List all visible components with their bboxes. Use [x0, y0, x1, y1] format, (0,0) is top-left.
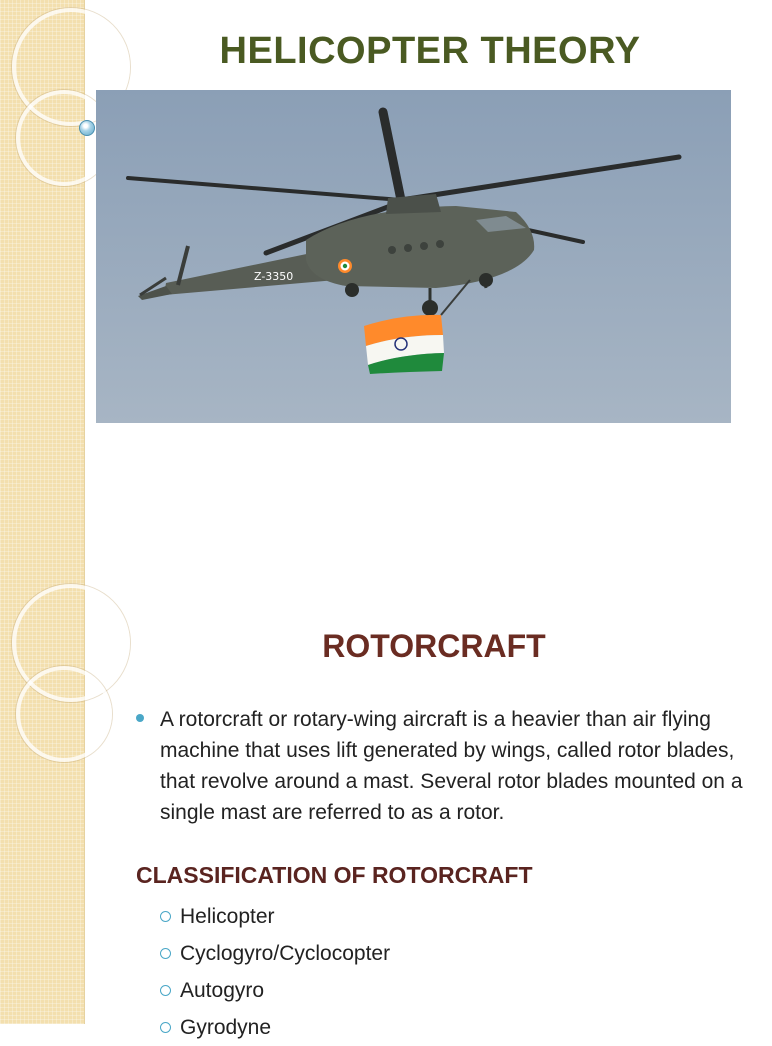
circle-bullet-icon: [160, 948, 171, 959]
classification-heading: CLASSIFICATION OF ROTORCRAFT: [136, 862, 533, 888]
circle-bullet-icon: [160, 911, 171, 922]
circle-bullet-icon: [160, 1022, 171, 1033]
slide-rotorcraft: [0, 576, 768, 1039]
list-item: [160, 935, 390, 972]
definition-text: A rotorcraft or rotary-wing aircraft is a heavier than air flying machine that uses lift generated by wings, called rotor blades, that revolve around a mast. Several rotor blades mounted on a single mast are referred to as a rotor.: [160, 708, 743, 824]
slide-title: ROTORCRAFT: [322, 628, 546, 664]
tail-code: Z-3350: [254, 270, 294, 283]
list-item: [160, 898, 390, 935]
circle-bullet-icon: [160, 985, 171, 996]
list-item-label: Autogyro: [180, 978, 265, 1002]
helicopter-photo: [96, 90, 731, 423]
list-item: [160, 1009, 390, 1046]
bullet-dot-icon: [136, 714, 144, 722]
decorative-sidebar: [0, 576, 85, 1024]
indian-flag: [364, 315, 444, 374]
decorative-ring: [16, 666, 112, 762]
list-item: [160, 972, 390, 1009]
list-item-label: Gyrodyne: [180, 1015, 272, 1039]
decorative-sidebar: [0, 0, 85, 576]
decorative-bead: [79, 120, 95, 136]
classification-list: [160, 898, 390, 1046]
list-item-label: Cyclogyro/Cyclocopter: [180, 941, 391, 965]
slide-title: HELICOPTER THEORY: [219, 30, 641, 72]
helicopter-illustration: [96, 90, 731, 423]
definition-bullet: [136, 704, 746, 828]
list-item-label: Helicopter: [180, 904, 275, 928]
